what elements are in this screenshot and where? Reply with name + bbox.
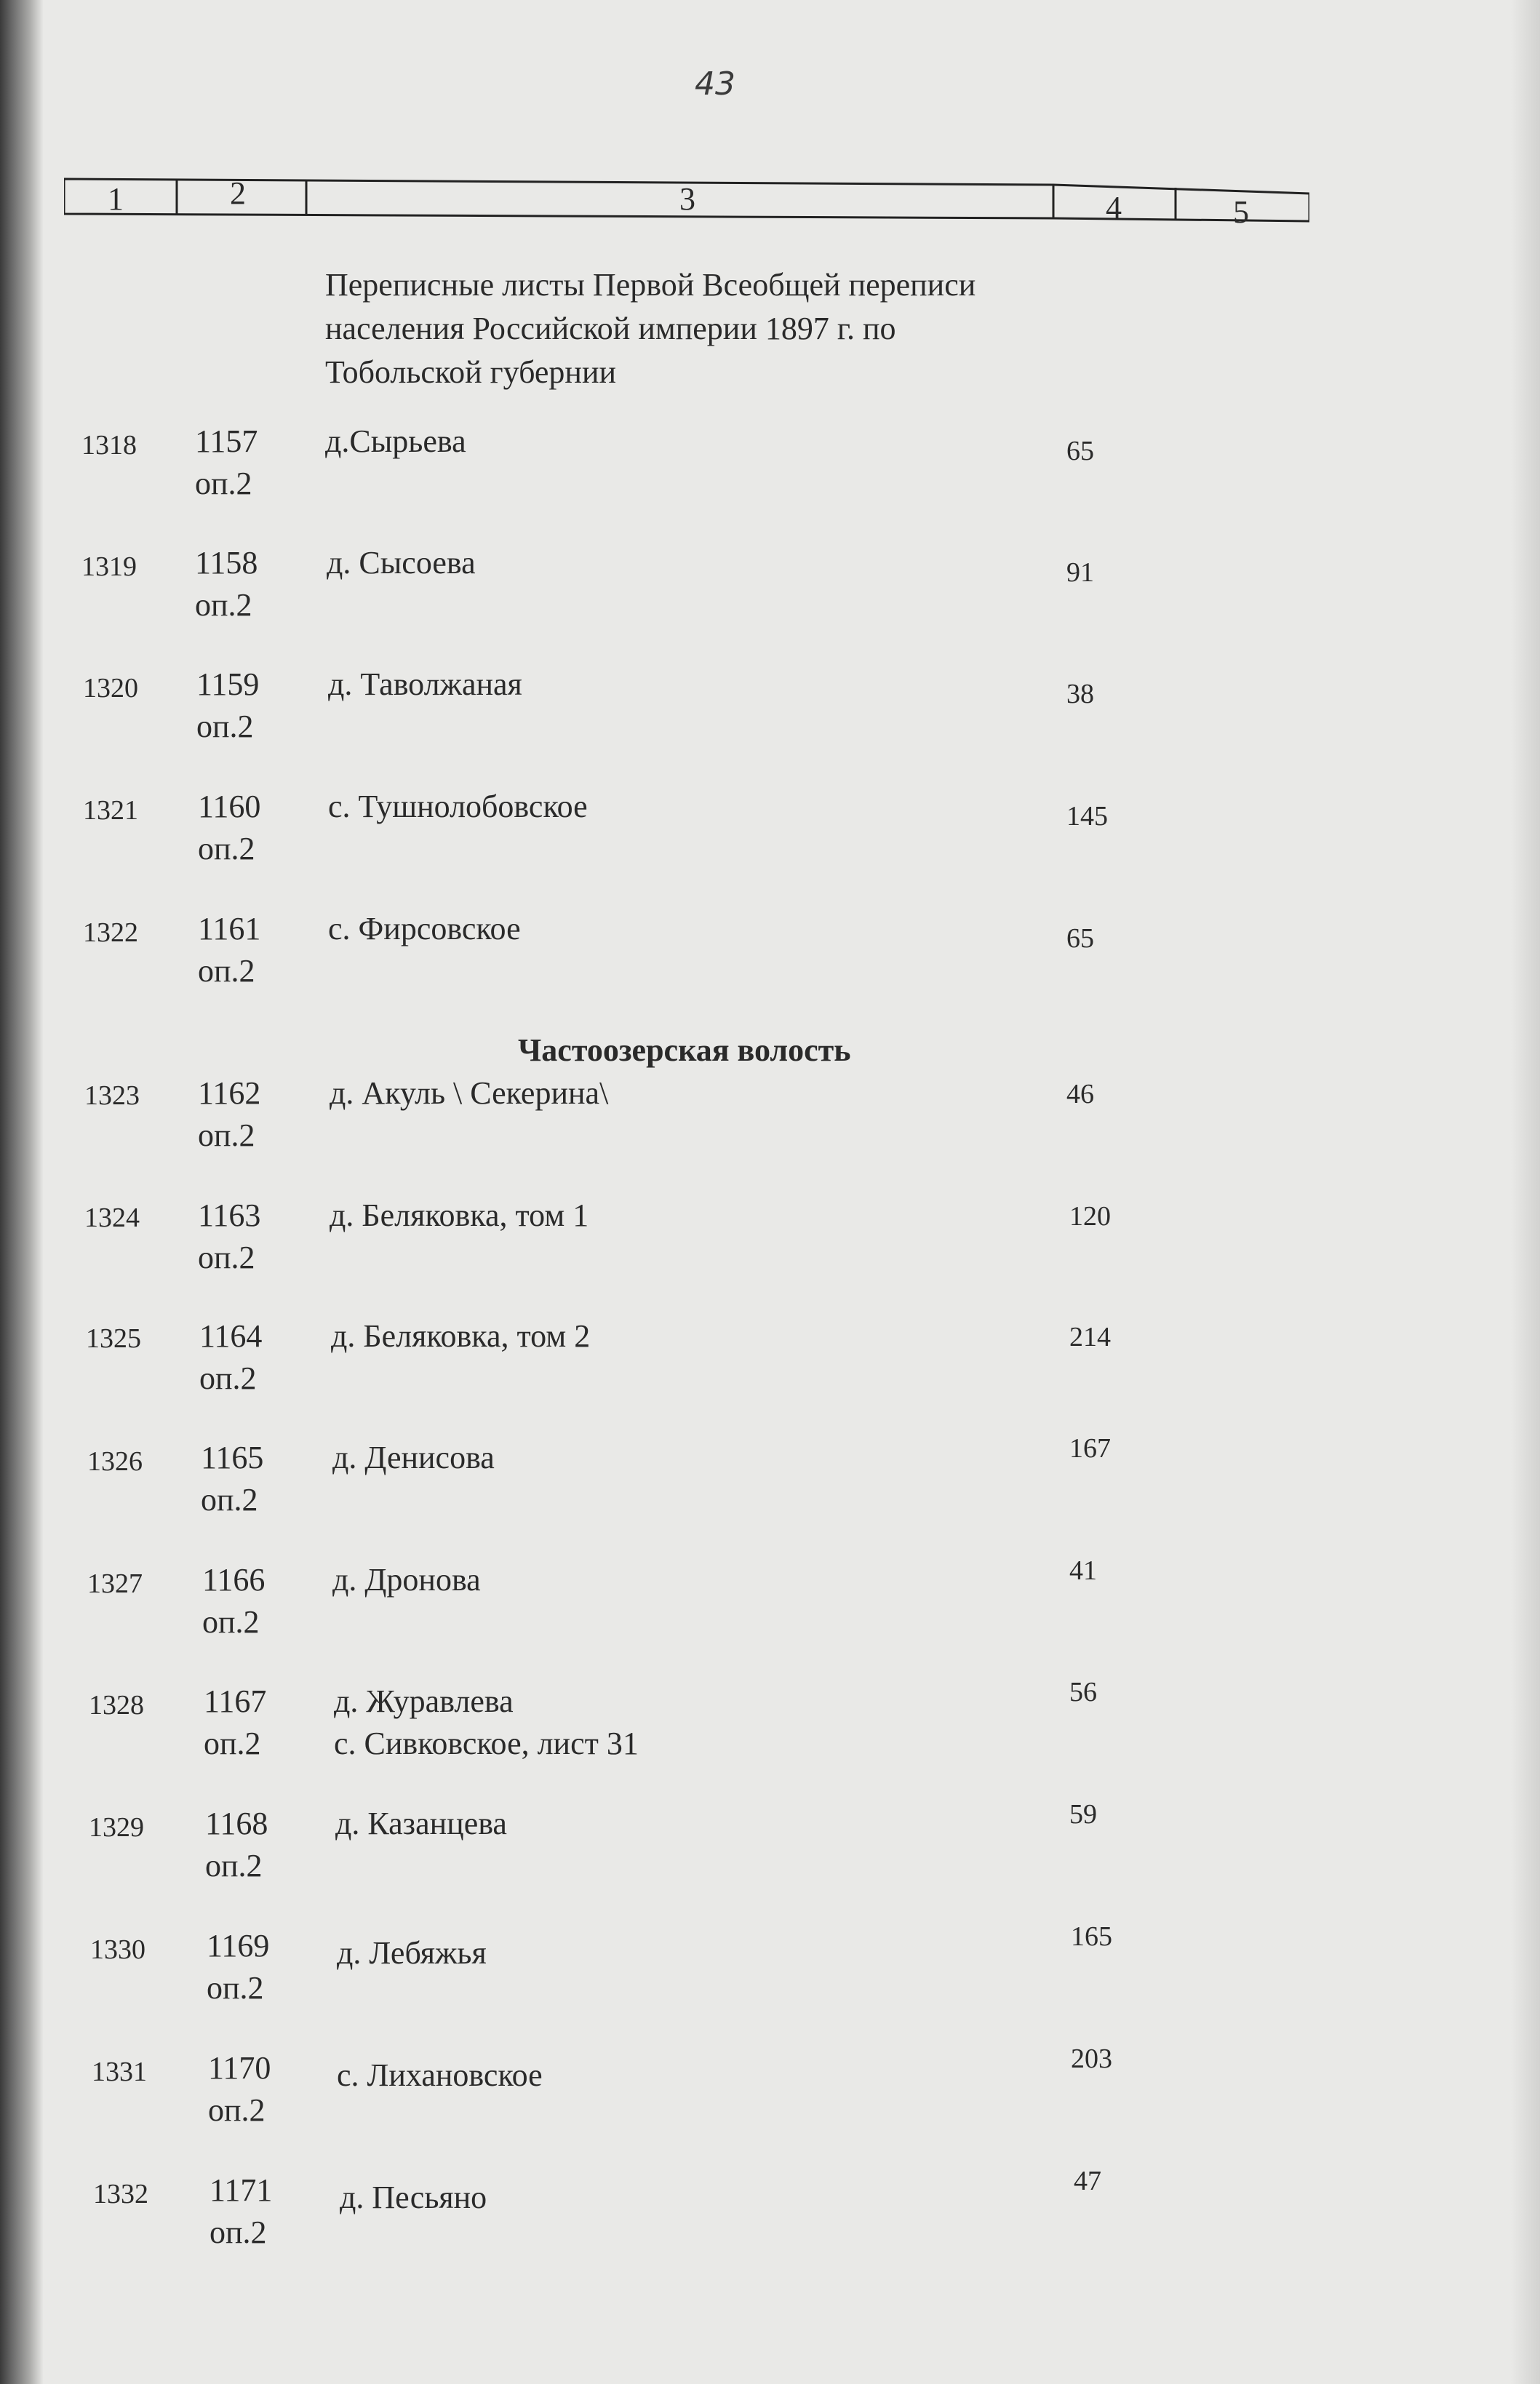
opis-number: оп.2 [196,709,254,744]
table-row [0,1555,1540,1646]
name-line: д. Таволжаная [328,666,522,702]
table-row [0,1433,1540,1524]
storage-unit [205,1803,268,1887]
sheet-count: 203 [1071,2044,1112,2074]
sheet-count: 120 [1069,1201,1111,1232]
unit-number: 1160 [198,789,261,824]
table-row [0,2044,1540,2134]
title-line: населения Российской империи 1897 г. по [325,311,896,346]
row-number: 1318 [81,430,137,461]
storage-unit [195,420,258,505]
unit-number: 1159 [196,666,260,702]
table-row [0,1315,1540,1403]
settlement-name [335,1803,507,1845]
sheet-count: 56 [1069,1677,1097,1707]
row-number: 1321 [83,795,138,826]
storage-unit [204,1681,266,1765]
column-header-2: 2 [230,175,246,211]
storage-unit [202,1559,265,1643]
page-number: 43 [695,65,735,103]
row-number: 1327 [87,1568,143,1599]
row-number: 1319 [81,551,137,582]
name-line: д. Акуль \ Секерина\ [330,1075,609,1111]
name-line: д. Лебяжья [337,1935,487,1971]
sheet-count: 65 [1066,923,1094,954]
settlement-name [337,1932,487,1974]
row-number: 1324 [84,1203,140,1233]
settlement-name [331,1315,590,1358]
table-row [0,663,1540,751]
row-number: 1331 [92,2057,147,2087]
settlement-name [337,2054,543,2097]
sheet-count: 59 [1069,1799,1097,1830]
unit-number: 1171 [210,2172,273,2208]
document-title [325,263,1053,394]
sheet-count: 41 [1069,1555,1097,1586]
storage-unit [198,1195,260,1279]
sheet-count: 65 [1066,436,1094,466]
table-row [0,1799,1540,1890]
opis-number: оп.2 [198,1240,255,1275]
column-header-3: 3 [679,181,695,217]
storage-unit [195,542,258,626]
unit-number: 1158 [195,545,258,581]
storage-unit [210,2169,272,2254]
settlement-name [330,1072,608,1115]
unit-number: 1169 [207,1928,270,1964]
table-row [0,1072,1540,1160]
sheet-count: 145 [1066,801,1108,832]
name-line: д. Беляковка, том 1 [330,1197,589,1233]
name-line: д. Дронова [332,1562,481,1598]
storage-unit [207,1925,269,2009]
unit-number: 1162 [198,1075,261,1111]
name-line: с. Сивковское, лист 31 [334,1726,639,1761]
unit-number: 1165 [201,1440,264,1475]
storage-unit [196,663,259,748]
storage-unit [198,1072,260,1157]
settlement-name [334,1681,639,1765]
page-edge-shadow [0,0,44,2384]
name-line: д. Беляковка, том 2 [331,1318,591,1354]
name-line: д. Сысоева [327,545,476,581]
settlement-name [328,786,588,828]
opis-number: оп.2 [205,1848,263,1883]
storage-unit [208,2047,271,2132]
sheet-count: 214 [1069,1322,1111,1352]
row-number: 1320 [83,673,138,703]
opis-number: оп.2 [207,1970,264,2006]
name-line: д.Сырьева [325,423,466,459]
row-number: 1323 [84,1080,140,1111]
row-number: 1332 [93,2179,148,2209]
settlement-name [325,420,466,463]
row-number: 1329 [89,1812,144,1843]
table-row [0,1195,1540,1282]
unit-number: 1167 [204,1683,267,1719]
opis-number: оп.2 [198,1117,255,1153]
settlement-name [332,1437,495,1479]
unit-number: 1166 [202,1562,266,1598]
row-number: 1328 [89,1690,144,1721]
column-header-5: 5 [1233,194,1249,230]
settlement-name [330,1195,589,1237]
table-row [0,1677,1540,1768]
unit-number: 1157 [195,423,258,459]
opis-number: оп.2 [201,1482,258,1518]
opis-number: оп.2 [204,1726,261,1761]
settlement-name [332,1559,481,1601]
opis-number: оп.2 [208,2092,266,2128]
opis-number: оп.2 [202,1604,260,1640]
name-line: д. Песьяно [340,2180,487,2215]
settlement-name [340,2177,487,2219]
column-header-1: 1 [108,181,124,217]
row-number: 1330 [90,1934,145,1965]
storage-unit [198,908,260,992]
name-line: д. Денисова [332,1440,495,1475]
opis-number: оп.2 [195,466,252,501]
table-row [0,542,1540,629]
settlement-name [328,663,522,706]
sheet-count: 46 [1066,1079,1094,1109]
column-header-4: 4 [1106,190,1122,226]
table-row [0,2166,1540,2257]
sheet-count: 165 [1071,1921,1112,1952]
column-header-table [64,175,1309,230]
storage-unit [199,1315,262,1400]
opis-number: оп.2 [198,831,255,866]
unit-number: 1164 [199,1318,263,1354]
table-row [0,786,1540,873]
name-line: д. Журавлева [334,1683,514,1719]
title-line: Тобольской губернии [325,354,617,390]
row-number: 1326 [87,1446,143,1477]
name-line: с. Тушнолобовское [328,789,588,824]
sheet-count: 38 [1066,679,1094,709]
sheet-count: 167 [1069,1433,1111,1464]
settlement-name [328,908,521,950]
table-row [0,1921,1540,2012]
settlement-name [327,542,476,584]
sheet-count: 91 [1066,557,1094,588]
page-right-shade [1511,0,1540,2384]
name-line: д. Казанцева [335,1806,507,1841]
sheet-count: 47 [1074,2166,1101,2196]
unit-number: 1161 [198,911,261,946]
unit-number: 1170 [208,2050,271,2086]
opis-number: оп.2 [210,2214,267,2250]
unit-number: 1163 [198,1197,261,1233]
table-row [0,908,1540,995]
section-heading: Частоозерская волость [518,1032,851,1068]
name-line: с. Лихановское [337,2057,543,2093]
unit-number: 1168 [205,1806,268,1841]
storage-unit [198,786,260,870]
storage-unit [201,1437,263,1521]
opis-number: оп.2 [198,953,255,989]
opis-number: оп.2 [199,1360,257,1396]
table-row [0,420,1540,508]
title-line: Переписные листы Первой Всеобщей переписи [325,267,976,303]
opis-number: оп.2 [195,587,252,623]
row-number: 1325 [86,1323,141,1354]
name-line: с. Фирсовское [328,911,521,946]
row-number: 1322 [83,917,138,948]
